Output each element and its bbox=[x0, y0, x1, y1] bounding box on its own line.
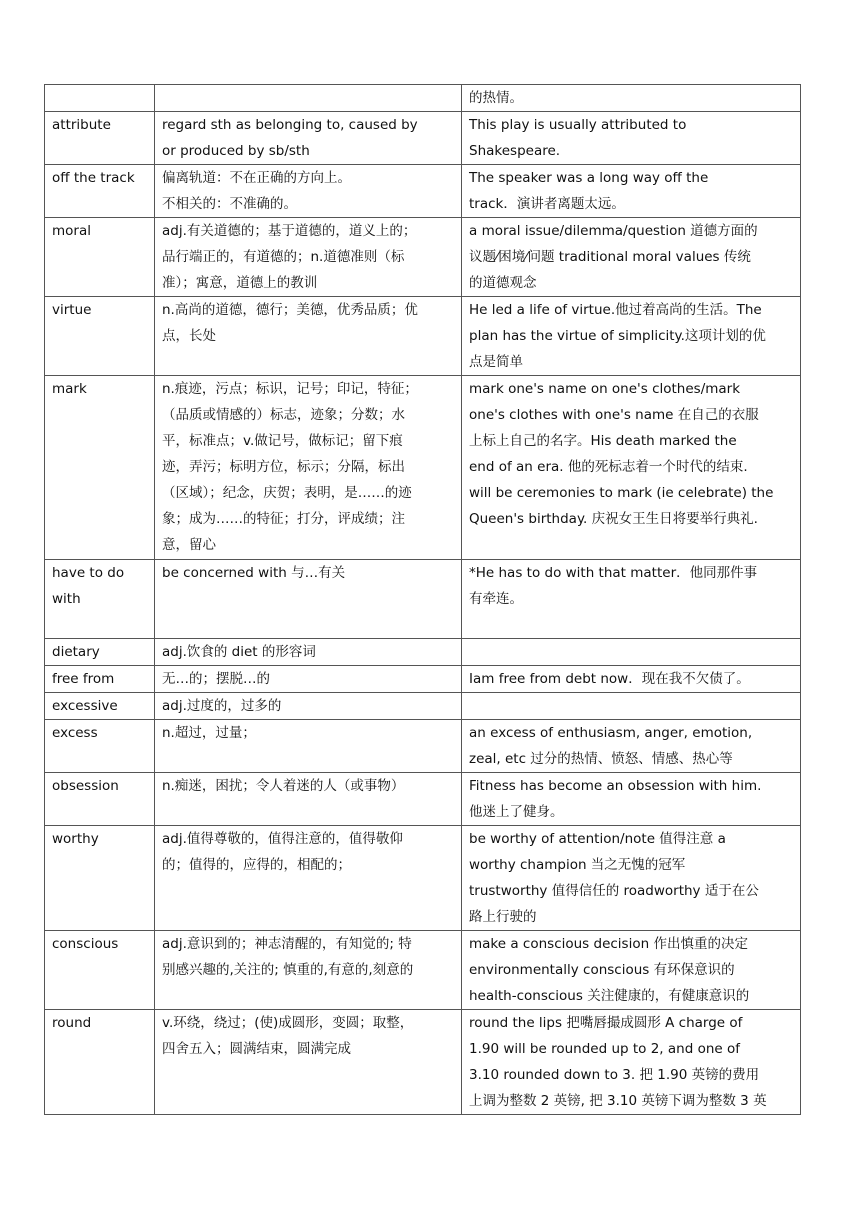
example-cell bbox=[462, 693, 801, 720]
table-row bbox=[45, 85, 801, 112]
table-row bbox=[45, 826, 801, 931]
word-cell: have to do with bbox=[45, 560, 155, 639]
word-cell: dietary bbox=[45, 639, 155, 666]
definition-cell bbox=[155, 931, 462, 1010]
table-row bbox=[45, 376, 801, 560]
example-line: 他迷上了健身。 bbox=[469, 804, 564, 820]
example-cell bbox=[462, 1010, 801, 1115]
example-line: one's clothes with one's name 在自己的衣服 bbox=[469, 407, 759, 423]
definition-cell bbox=[155, 773, 462, 826]
definition-line: n.超过，过量； bbox=[162, 725, 256, 741]
example-cell bbox=[462, 666, 801, 693]
example-cell bbox=[462, 639, 801, 666]
definition-line: 别感兴趣的,关注的; 慎重的,有意的,刻意的 bbox=[162, 962, 414, 978]
word-cell: worthy bbox=[45, 826, 155, 931]
example-cell bbox=[462, 931, 801, 1010]
example-line: make a conscious decision 作出慎重的决定 bbox=[469, 936, 748, 952]
table-row bbox=[45, 720, 801, 773]
word-cell: excess bbox=[45, 720, 155, 773]
example-line: 的热情。 bbox=[469, 90, 523, 106]
definition-line: adj.过度的，过多的 bbox=[162, 698, 282, 714]
definition-line: adj.饮食的 diet 的形容词 bbox=[162, 644, 316, 660]
table-row bbox=[45, 931, 801, 1010]
example-line: round the lips 把嘴唇撮成圆形 A charge of bbox=[469, 1015, 743, 1031]
example-cell bbox=[462, 560, 801, 639]
example-line: This play is usually attributed to bbox=[469, 117, 687, 133]
example-line: 路上行驶的 bbox=[469, 909, 537, 925]
definition-line: 平，标准点；v.做记号，做标记；留下痕 bbox=[162, 433, 403, 449]
example-line: mark one's name on one's clothes/mark bbox=[469, 381, 741, 397]
example-cell bbox=[462, 376, 801, 560]
word-cell: obsession bbox=[45, 773, 155, 826]
definition-line: 象；成为……的特征；打分，评成绩；注 bbox=[162, 511, 405, 527]
definition-line: 迹，弄污；标明方位，标示；分隔，标出 bbox=[162, 459, 405, 475]
definition-cell bbox=[155, 666, 462, 693]
definition-cell bbox=[155, 165, 462, 218]
definition-line: n.痴迷，困扰；令人着迷的人（或事物） bbox=[162, 778, 405, 794]
definition-line: n.高尚的道德，德行；美德，优秀品质；优 bbox=[162, 302, 418, 318]
definition-cell bbox=[155, 560, 462, 639]
definition-line: v.环绕，绕过；(使)成圆形，变圆；取整， bbox=[162, 1015, 414, 1031]
table-row bbox=[45, 1010, 801, 1115]
definition-cell bbox=[155, 720, 462, 773]
definition-line: adj.值得尊敬的，值得注意的，值得敬仰 bbox=[162, 831, 403, 847]
table-row bbox=[45, 112, 801, 165]
example-line: *He has to do with that matter．他同那件事 bbox=[469, 565, 758, 581]
table-row bbox=[45, 666, 801, 693]
definition-cell bbox=[155, 297, 462, 376]
definition-line: （品质或情感的）标志，迹象；分数；水 bbox=[162, 407, 405, 423]
example-cell bbox=[462, 773, 801, 826]
definition-line: 四舍五入；圆满结束，圆满完成 bbox=[162, 1041, 351, 1057]
example-line: 上调为整数 2 英镑, 把 3.10 英镑下调为整数 3 英 bbox=[469, 1093, 767, 1109]
word-cell: moral bbox=[45, 218, 155, 297]
example-line: track．演讲者离题太远。 bbox=[469, 196, 625, 212]
example-line: trustworthy 值得信任的 roadworthy 适于在公 bbox=[469, 883, 759, 899]
definition-cell bbox=[155, 639, 462, 666]
example-line: end of an era. 他的死标志着一个时代的结束. bbox=[469, 459, 748, 475]
table-row bbox=[45, 639, 801, 666]
example-line: Fitness has become an obsession with him. bbox=[469, 778, 762, 794]
example-line: Shakespeare. bbox=[469, 143, 561, 159]
definition-line: regard sth as belonging to, caused by bbox=[162, 117, 418, 133]
definition-cell bbox=[155, 112, 462, 165]
definition-line: 的；值得的，应得的，相配的； bbox=[162, 857, 351, 873]
example-line: 上标上自己的名字。His death marked the bbox=[469, 433, 737, 449]
word-cell: virtue bbox=[45, 297, 155, 376]
definition-line: （区域）；纪念，庆贺；表明，是……的迹 bbox=[162, 485, 412, 501]
example-cell bbox=[462, 85, 801, 112]
example-line: 议题⁄困境⁄问题 traditional moral values 传统 bbox=[469, 249, 751, 265]
example-line: environmentally conscious 有环保意识的 bbox=[469, 962, 735, 978]
definition-line: be concerned with 与…有关 bbox=[162, 565, 346, 581]
example-line: will be ceremonies to mark (ie celebrate) the bbox=[469, 485, 774, 501]
example-cell bbox=[462, 826, 801, 931]
table-row bbox=[45, 693, 801, 720]
table-row bbox=[45, 560, 801, 639]
word-cell: off the track bbox=[45, 165, 155, 218]
example-line: 1.90 will be rounded up to 2, and one of bbox=[469, 1041, 741, 1057]
example-line: 的道德观念 bbox=[469, 275, 537, 291]
example-line: Queen's birthday. 庆祝女王生日将要举行典礼. bbox=[469, 511, 758, 527]
example-line: 有牵连。 bbox=[469, 591, 523, 607]
definition-line: 不相关的：不准确的。 bbox=[162, 196, 297, 212]
example-line: worthy champion 当之无愧的冠军 bbox=[469, 857, 686, 873]
example-cell bbox=[462, 720, 801, 773]
vocabulary-table bbox=[44, 84, 801, 1115]
definition-line: 无…的；摆脱…的 bbox=[162, 671, 270, 687]
word-cell: attribute bbox=[45, 112, 155, 165]
example-cell bbox=[462, 112, 801, 165]
example-line: be worthy of attention/note 值得注意 a bbox=[469, 831, 726, 847]
word-cell: round bbox=[45, 1010, 155, 1115]
word-cell: mark bbox=[45, 376, 155, 560]
word-cell: excessive bbox=[45, 693, 155, 720]
table-row bbox=[45, 165, 801, 218]
definition-line: 意，留心 bbox=[162, 537, 216, 553]
definition-cell bbox=[155, 1010, 462, 1115]
example-line: a moral issue/dilemma/question 道德方面的 bbox=[469, 223, 758, 239]
example-line: zeal, etc 过分的热情、愤怒、情感、热心等 bbox=[469, 751, 733, 767]
example-line: health-conscious 关注健康的，有健康意识的 bbox=[469, 988, 750, 1004]
example-line: an excess of enthusiasm, anger, emotion, bbox=[469, 725, 753, 741]
example-line: The speaker was a long way off the bbox=[469, 170, 709, 186]
definition-cell bbox=[155, 376, 462, 560]
definition-cell bbox=[155, 693, 462, 720]
example-line: 3.10 rounded down to 3. 把 1.90 英镑的费用 bbox=[469, 1067, 760, 1083]
example-line: 点是简单 bbox=[469, 354, 523, 370]
vocabulary-table-body bbox=[45, 85, 801, 1115]
definition-line: adj.意识到的；神志清醒的，有知觉的; 特 bbox=[162, 936, 412, 952]
example-line: Iam free from debt now．现在我不欠债了。 bbox=[469, 671, 750, 687]
example-line: He led a life of virtue.他过着高尚的生活。The bbox=[469, 302, 762, 318]
word-cell: free from bbox=[45, 666, 155, 693]
definition-cell bbox=[155, 218, 462, 297]
definition-cell bbox=[155, 826, 462, 931]
definition-line: adj.有关道德的；基于道德的，道义上的； bbox=[162, 223, 417, 239]
table-row bbox=[45, 218, 801, 297]
example-cell bbox=[462, 165, 801, 218]
example-cell bbox=[462, 218, 801, 297]
word-cell bbox=[45, 85, 155, 112]
example-line: plan has the virtue of simplicity.这项计划的优 bbox=[469, 328, 766, 344]
definition-line: n.痕迹，污点；标识，记号；印记，特征； bbox=[162, 381, 418, 397]
definition-cell bbox=[155, 85, 462, 112]
table-row bbox=[45, 297, 801, 376]
definition-line: 品行端正的，有道德的；n.道德准则（标 bbox=[162, 249, 405, 265]
example-cell bbox=[462, 297, 801, 376]
table-row bbox=[45, 773, 801, 826]
definition-line: 准）；寓意，道德上的教训 bbox=[162, 275, 318, 291]
definition-line: 点，长处 bbox=[162, 328, 216, 344]
definition-line: or produced by sb/sth bbox=[162, 143, 310, 159]
definition-line: 偏离轨道：不在正确的方向上。 bbox=[162, 170, 351, 186]
word-cell: conscious bbox=[45, 931, 155, 1010]
